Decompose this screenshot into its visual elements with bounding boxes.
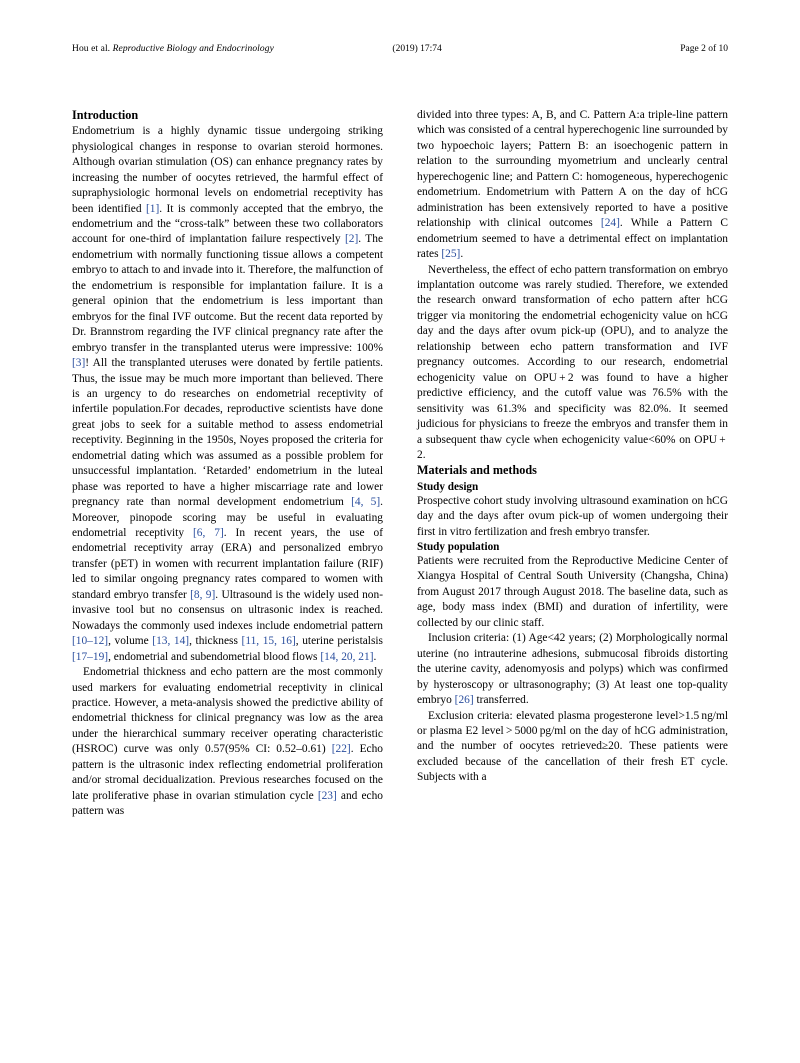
inclusion-criteria-paragraph: Inclusion criteria: (1) Age<42 years; (2) Morphologically normal uterine (no intrauterine adhesions, submucosal fibroids distorting the uterine cavity, adenomyosis and polyps) which was confirmed by hysteroscopy or ultrasonography; (3) At least one top-quality embryo [26] transferred. <box>417 632 728 707</box>
citation-link[interactable]: [17–19] <box>72 650 109 663</box>
running-head-authors: Hou et al. Reproductive Biology and Endocrinology <box>72 44 274 54</box>
study-design-paragraph: Prospective cohort study involving ultrasound examination on hCG day and the days after ovum pick-up of women undergoing their first in vitro fertilization and fresh embryo transfer. <box>417 494 728 538</box>
intro-paragraph-3: divided into three types: A, B, and C. Pattern A:a triple-line pattern which was consisted of a central hyperechogenic line surrounded by two hypoechoic layers; Pattern B: an isoechogenic pattern in relation to the surrounding myometrium and unclearly central hyperechogenic line; and Pattern C: homogeneous, hyperechogenic endometrium. Endometrium with Pattern A on the day of hCG administration has been extensively reported to have a positive relationship with clinical outcomes [24]. While a Pattern C endometrium seemed to have a detrimental effect on implantation rates [25]. <box>417 109 728 261</box>
citation-link[interactable]: [24] <box>600 217 620 230</box>
citation-link[interactable]: [4, 5] <box>351 496 381 509</box>
heading-introduction: Introduction <box>72 108 139 122</box>
intro-paragraph-1: Endometrium is a highly dynamic tissue undergoing striking physiological changes in response to ovarian steroid hormones. Although ovarian stimulation (OS) can enhance pregnancy rates by increasing the number of oocytes retrieved, the harmful effect of supraphysiologic hormonal levels on endometrial receptivity has been identified [1]. It is commonly accepted that the embryo, the endometrium and the “cross-talk” between these two collaborators account for one-third of implantation failure respectively [2]. The endometrium with normally functioning tissue allows a competent embryo to attach to and invade into it. Therefore, the malfunction of the endometrium is responsible for implantation failure. It is a general opinion that the endometrium is less important than embryos for the final IVF outcome. But the recent data reported by Dr. Brannstrom regarding the IVF clinical pregnancy rate after the embryo transfer in the transplanted uterus were impressive: 100% [3]! All the transplanted uteruses were donated by fertile patients. Thus, the issue may be much more important than believed. There is an urgency to do researches on endometrial receptivity of infertile population.For decades, reproductive scientists have done great jobs to seek for a suitable method to assess endometrial receptivity. Beginning in the 1950s, Noyes proposed the criteria for endometrial dating which was assumed as a possible problem for unsuccessful implantation. ‘Retarded’ endometrium in the luteal phase was reported to have a higher miscarriage rate and lower pregnancy rate than normal development endometrium [4, 5]. Moreover, pinopode scoring may be useful in evaluating endometrial receptivity [6, 7]. In recent years, the use of endometrial receptivity array (ERA) and personalized embryo transfer (pET) in women with recurrent implantation failure (RIF) led to similar ongoing pregnancy rates compared to women with standard embryo transfer [8, 9]. Ultrasound is the widely used non-invasive tool but no consensus on ultrasonic index is reached. Nowadays the commonly used indexes include endometrial pattern [10–12], volume [13, 14], thickness [11, 15, 16], uterine peristalsis [17–19], endometrial and subendometrial blood flows [14, 20, 21]. <box>72 125 384 663</box>
citation-link[interactable]: [10–12] <box>72 635 109 648</box>
citation-link[interactable]: [8, 9] <box>190 588 216 601</box>
citation-link[interactable]: [13, 14] <box>152 635 190 648</box>
citation-link[interactable]: [22] <box>331 743 351 756</box>
citation-link[interactable]: [14, 20, 21] <box>320 650 374 663</box>
heading-study-population: Study population <box>417 541 500 554</box>
heading-study-design: Study design <box>417 480 479 493</box>
citation-link[interactable]: [3] <box>72 357 86 370</box>
two-column-body <box>72 108 728 820</box>
citation-link[interactable]: [6, 7] <box>192 527 224 540</box>
running-head-page: Page 2 of 10 <box>680 44 728 54</box>
exclusion-criteria-paragraph: Exclusion criteria: elevated plasma progesterone level>1.5 ng/ml or plasma E2 level > 5000 pg/ml on the day of hCG administration, and the number of oocytes retrieved≥20. These patients were excluded because of the cancellation of their fresh ET cycle. Subjects with a <box>417 709 728 784</box>
intro-paragraph-2: Endometrial thickness and echo pattern are the most commonly used markers for evaluating endometrial receptivity in clinical practice. However, a meta-analysis showed the predictive ability of endometrial thickness for clinical pregnancy was low as the area under the hierarchical summary receiver operating characteristic (HSROC) curve was only 0.57(95% CI: 0.52–0.61) [22]. Echo pattern is the ultrasonic index reflecting endometrial proliferation and/or stromal decidualization. Previous researches focused on the late proliferative phase in ovarian stimulation cycle [23] and echo pattern was <box>72 666 383 818</box>
citation-link[interactable]: [1] <box>145 202 160 215</box>
citation-link[interactable]: [11, 15, 16] <box>241 635 296 648</box>
citation-link[interactable]: [26] <box>454 694 474 707</box>
running-head <box>72 44 728 58</box>
heading-materials-and-methods: Materials and methods <box>417 463 537 478</box>
citation-link[interactable]: [23] <box>317 789 337 802</box>
running-head-volume: (2019) 17:74 <box>392 44 442 54</box>
left-column <box>72 108 383 820</box>
citation-link[interactable]: [2] <box>344 233 359 246</box>
right-column <box>417 108 728 820</box>
intro-paragraph-4: Nevertheless, the effect of echo pattern transformation on embryo implantation outcome was rarely studied. Therefore, we extended the research onward transformation of echo pattern after hCG trigger via monitoring the endometrial echogenicity value on hCG day and the days after ovum pick-up (OPU), and to analyze the relationship between echo pattern transformation and IVF pregnancy outcomes. According to our research, endometrial echogenicity value on OPU + 2 was found to have a higher predictive efficiency, and the cutoff value was 76.5% with the sensitivity was 61.3% and specificity was 82.0%. It seemed judicious for physicians to freeze the embryos and transfer them in a subsequent thaw cycle when echogenicity value<60% on OPU + 2. <box>417 263 728 461</box>
citation-link[interactable]: [25] <box>441 248 461 261</box>
study-population-paragraph-1: Patients were recruited from the Reproductive Medicine Center of Xiangya Hospital of Central South University (Changsha, China) from August 2017 through August 2018. The baseline data, such as age, body mass index (BMI) and duration of infertility, were collected by our clinic staff. <box>417 555 728 629</box>
